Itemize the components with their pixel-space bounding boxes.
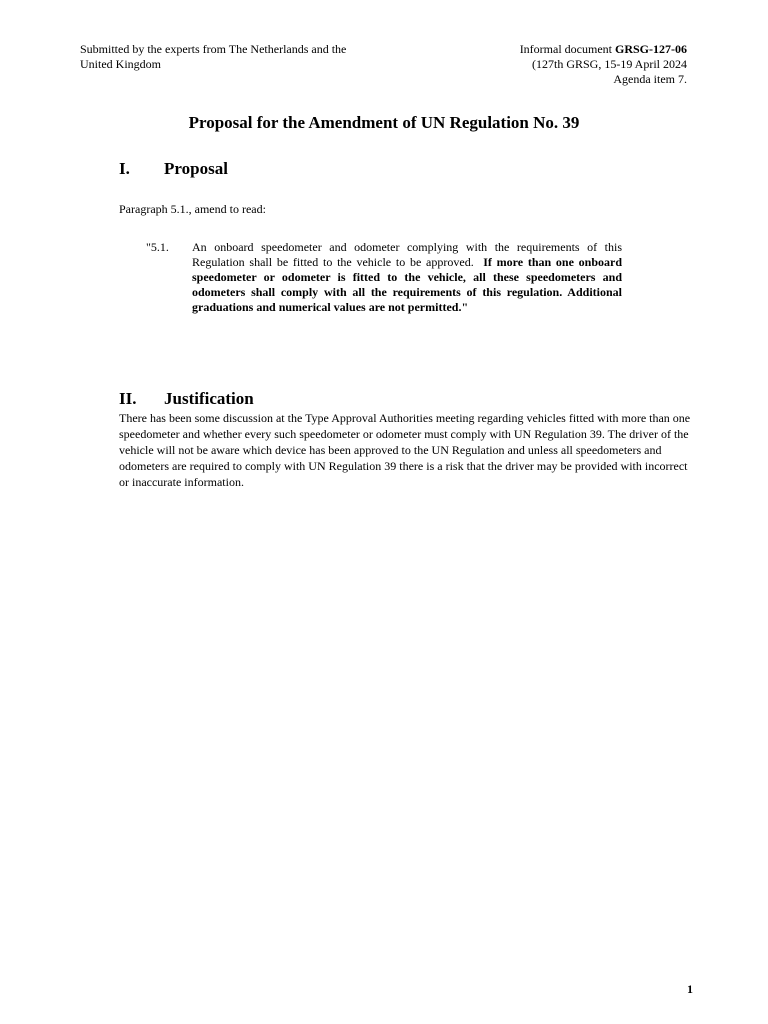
section-heading-proposal <box>119 158 228 180</box>
amendment-text-bold: If more than one onboard speedometer or odometer is fitted to the vehicle, all these speedometers and odometers shall comply with all the requirements of this regulation. Additional graduations and numerical values are not permitted." <box>192 255 623 314</box>
section-number: II. <box>119 389 137 408</box>
amendment-block <box>146 240 622 315</box>
amendment-number: "5.1. <box>146 240 169 254</box>
section-title: Justification <box>164 389 254 408</box>
session-line: (127th GRSG, 15-19 April 2024 <box>531 57 687 71</box>
section-title: Proposal <box>164 159 228 178</box>
submitter-line-2: United Kingdom <box>80 57 161 71</box>
agenda-item: Agenda item 7. <box>613 72 687 86</box>
submitter-block <box>80 42 410 72</box>
justification-paragraph: There has been some discussion at the Type Approval Authorities meeting regarding vehicles fitted with more than one speedometer and whether every such speedometer or odometer must comply with UN Regulation 39. The driver of the vehicle will not be aware which device has been approved to the UN Regulation and unless all speedometers and odometers are required to comply with UN Regulation 39 there is a risk that the driver may be provided with incorrect or inaccurate information. <box>119 411 691 489</box>
document-id: GRSG-127-06 <box>615 42 687 56</box>
section-heading-justification <box>119 388 254 410</box>
amendment-text-plain: An onboard speedometer and odometer complying with the requirements of this Regulation shall be fitted to the vehicle to be approved. <box>192 240 622 269</box>
paragraph-intro: Paragraph 5.1., amend to read: <box>119 202 266 216</box>
document-title: Proposal for the Amendment of UN Regulation No. 39 <box>188 113 580 132</box>
informal-document-label: Informal document <box>519 42 615 56</box>
section-number: I. <box>119 159 130 178</box>
amendment-text <box>192 240 622 315</box>
page-number: 1 <box>687 982 693 996</box>
informal-document-line <box>387 42 687 57</box>
document-reference-block <box>387 42 687 87</box>
submitter-line-1: Submitted by the experts from The Netherlands and the <box>80 42 347 56</box>
